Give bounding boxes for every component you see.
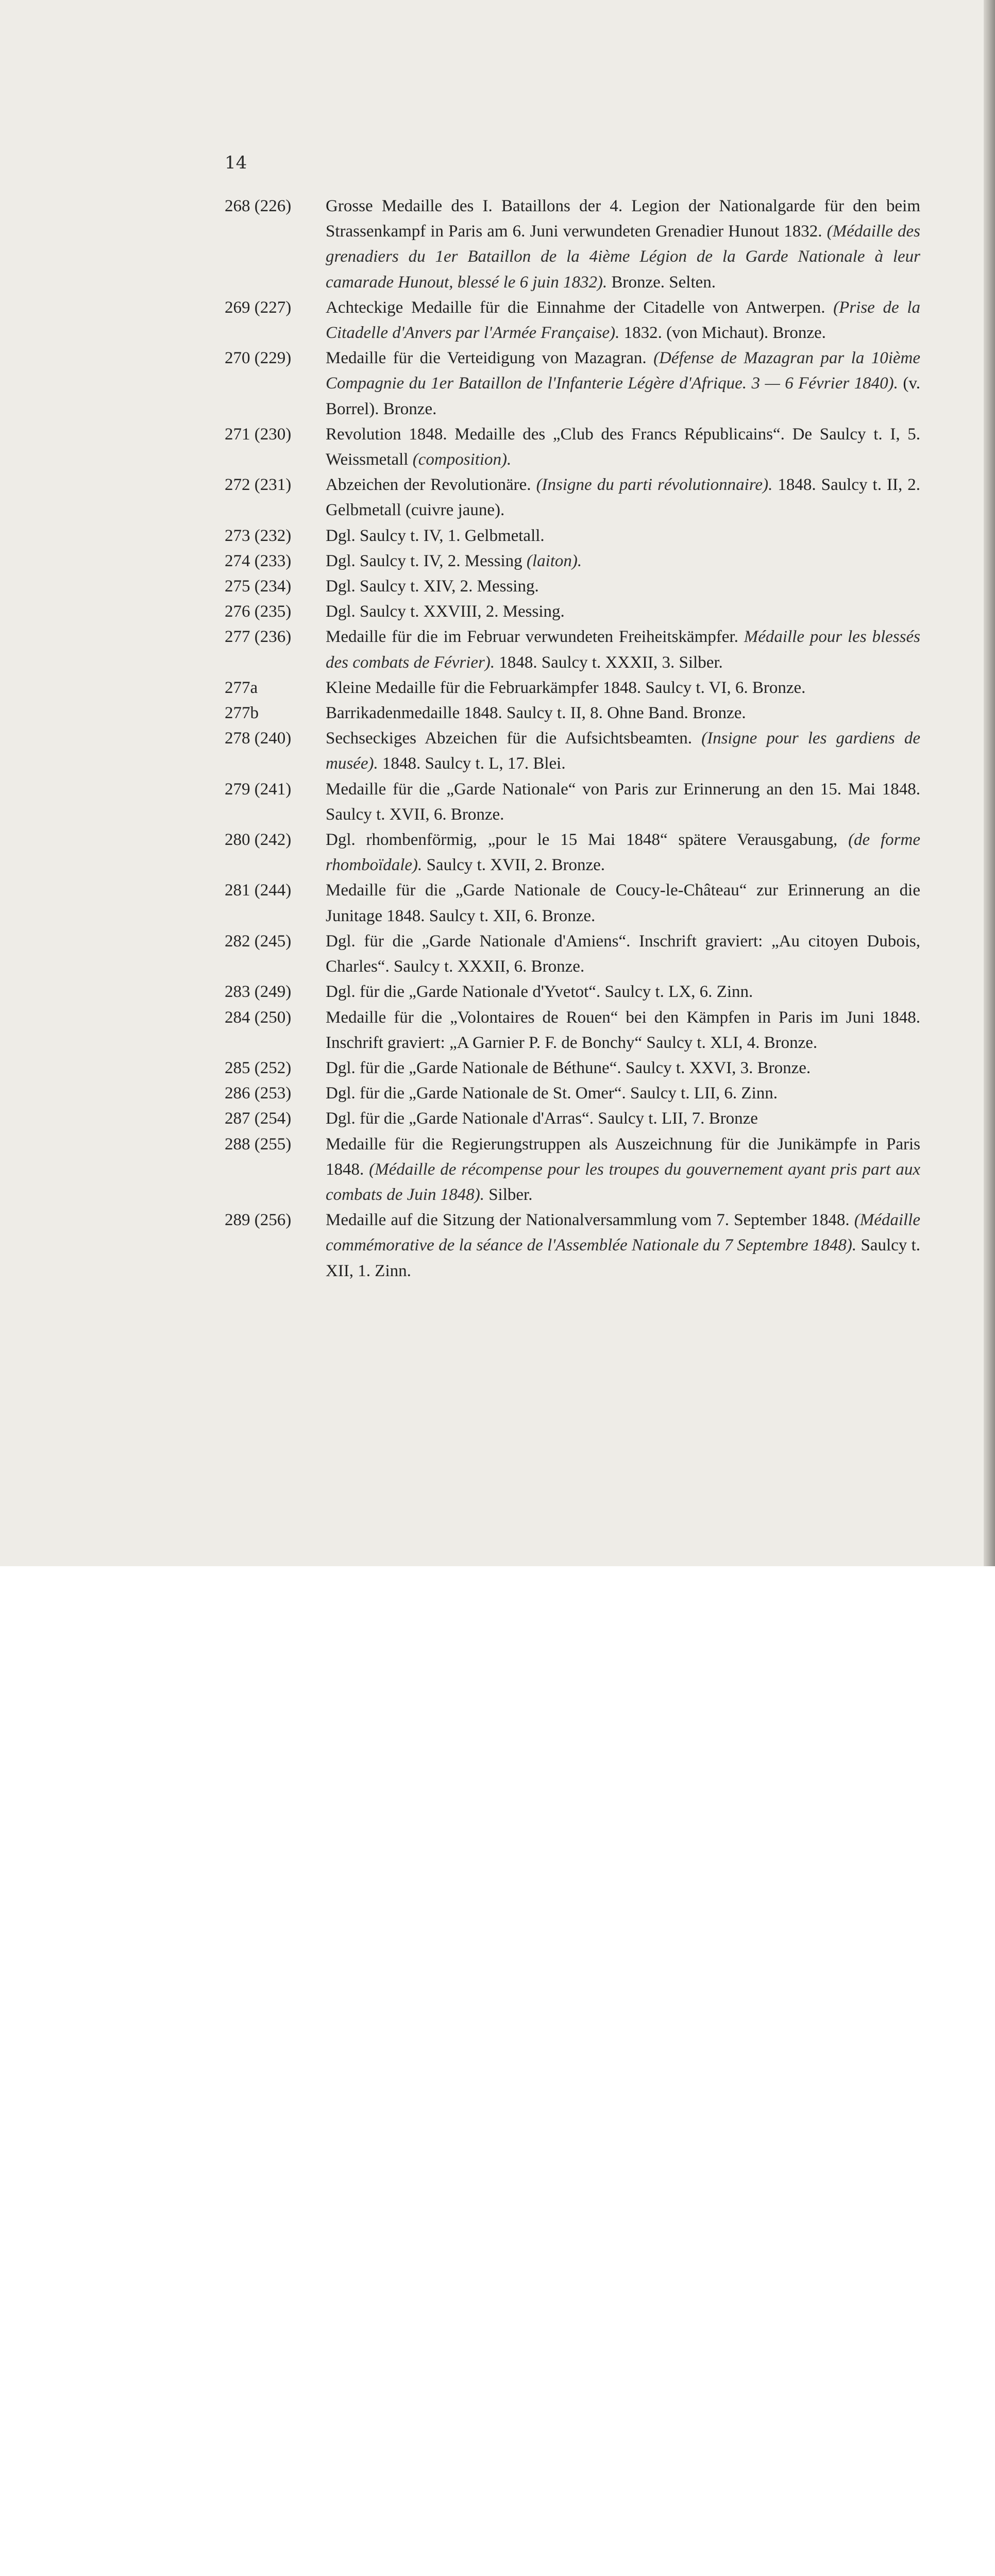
catalogue-entry — [225, 726, 920, 776]
entry-description — [326, 549, 920, 574]
entry-french-title: (laiton). — [526, 551, 582, 570]
entry-description — [326, 422, 920, 472]
catalogue-entry — [225, 599, 920, 624]
entry-description — [326, 675, 920, 701]
catalogue-entry — [225, 979, 920, 1005]
catalogue-entry — [225, 422, 920, 472]
entry-description — [326, 1132, 920, 1208]
entry-number: 278 (240) — [225, 729, 292, 748]
entry-text: Dgl. für die „Garde Nationale de Béthune“. Saulcy t. XXVI, 3. Bronze. — [326, 1058, 811, 1077]
entry-description — [326, 701, 920, 726]
entry-french-title: (de forme rhomboïdale). — [326, 831, 920, 875]
entry-description — [326, 1005, 920, 1056]
catalogue-entry — [225, 472, 920, 523]
entry-description — [326, 472, 920, 523]
entry-number: 277 (236) — [225, 628, 292, 647]
entry-details: Bronze. Selten. — [607, 273, 716, 292]
entry-details: 1832. (von Michaut). Bronze. — [619, 324, 826, 343]
entry-details: Saulcy t. XII, 1. Zinn. — [326, 1236, 921, 1280]
entry-number: 284 (250) — [225, 1008, 292, 1027]
entry-details: (v. Borrel). Bronze. — [326, 374, 920, 418]
entry-description — [326, 827, 920, 878]
entry-text: Medaille für die Regierungstruppen als Auszeichnung für die Junikämpfe in Paris 1848. — [326, 1134, 920, 1179]
entry-text: Revolution 1848. Medaille des „Club des Francs Républicains“. De Saulcy t. I, 5. Weissmetall — [326, 425, 920, 469]
entry-text: Dgl. Saulcy t. IV, 2. Messing — [326, 551, 527, 570]
entry-text: Medaille für die „Garde Nationale“ von Paris zur Erinnerung an den 15. Mai 1848. Saulcy t. XVII, 6. Bronze. — [326, 779, 920, 824]
book-spine-shadow — [984, 0, 995, 1566]
entry-details: 1848. Saulcy t. L, 17. Blei. — [378, 754, 566, 773]
entry-number: 273 (232) — [225, 526, 292, 545]
entry-number: 285 (252) — [225, 1058, 292, 1077]
entry-description — [326, 346, 920, 422]
catalogue-entry — [225, 1081, 920, 1106]
entry-french-title: (Médaille de récompense pour les troupes du gouvernement ayant pris part aux combats de Juin 1848). — [326, 1160, 920, 1204]
entry-description — [326, 1208, 920, 1284]
entry-description — [326, 726, 920, 776]
entry-number: 286 (253) — [225, 1084, 292, 1103]
entry-french-title: (Défense de Mazagran par la 10ième Compagnie du 1er Bataillon de l'Infanterie Légère d'Afrique. 3 — 6 Février 1840). — [326, 349, 920, 393]
entry-description — [326, 523, 920, 549]
entry-description — [326, 1106, 920, 1131]
catalogue-entry — [225, 929, 920, 979]
catalogue-entry — [225, 346, 920, 422]
entry-text: Dgl. für die „Garde Nationale d'Yvetot“. Saulcy t. LX, 6. Zinn. — [326, 982, 753, 1002]
entry-text: Dgl. für die „Garde Nationale de St. Omer“. Saulcy t. LII, 6. Zinn. — [326, 1084, 778, 1103]
entry-number: 289 (256) — [225, 1211, 292, 1230]
entry-description — [326, 777, 920, 827]
entry-description — [326, 574, 920, 599]
entry-description — [326, 1056, 920, 1081]
entry-french-title: (Insigne pour les gardiens de musée). — [326, 729, 920, 773]
catalogue-entry — [225, 701, 920, 726]
entry-number: 276 (235) — [225, 602, 292, 621]
entry-text: Abzeichen der Revolutionäre. — [326, 476, 536, 495]
entry-text: Medaille für die Verteidigung von Mazagran. — [326, 349, 654, 368]
entry-description — [326, 295, 920, 346]
entry-number: 274 (233) — [225, 551, 292, 570]
entry-number: 270 (229) — [225, 349, 292, 368]
entry-text: Medaille auf die Sitzung der Nationalversammlung vom 7. September 1848. — [326, 1211, 854, 1230]
catalogue-entry — [225, 1056, 920, 1081]
catalogue-entry — [225, 777, 920, 827]
entry-number: 268 (226) — [225, 197, 292, 215]
catalogue-entry — [225, 624, 920, 675]
entry-number: 281 (244) — [225, 881, 292, 900]
entry-number: 282 (245) — [225, 931, 292, 951]
entry-french-title: (Médaille des grenadiers du 1er Bataillon de la 4ième Légion de la Garde Nationale à leur camarade Hunout, blessé le 6 juin 1832). — [326, 222, 920, 292]
entry-french-title: (composition). — [412, 450, 512, 469]
catalogue-entry — [225, 1208, 920, 1284]
catalogue-entry — [225, 1132, 920, 1208]
entry-number: 287 (254) — [225, 1109, 292, 1128]
entry-number: 288 (255) — [225, 1134, 292, 1154]
entry-text: Barrikadenmedaille 1848. Saulcy t. II, 8. Ohne Band. Bronze. — [326, 704, 746, 723]
entry-text: Dgl. für die „Garde Nationale d'Amiens“. Inschrift graviert: „Au citoyen Dubois, Charles“. Saulcy t. XXXII, 6. Bronze. — [326, 931, 920, 976]
entry-text: Dgl. Saulcy t. XIV, 2. Messing. — [326, 577, 539, 596]
entry-description — [326, 979, 920, 1005]
entry-description — [326, 194, 920, 295]
entry-number: 271 (230) — [225, 425, 292, 444]
entry-details: Silber. — [484, 1185, 533, 1204]
entry-text: Achteckige Medaille für die Einnahme der Citadelle von Antwerpen. — [326, 298, 834, 317]
entry-number: 280 (242) — [225, 831, 292, 850]
catalogue-entry — [225, 523, 920, 549]
catalogue-entry — [225, 194, 920, 295]
entry-text: Kleine Medaille für die Februarkämpfer 1848. Saulcy t. VI, 6. Bronze. — [326, 678, 806, 697]
catalogue-entry — [225, 549, 920, 574]
catalogue-entries — [225, 194, 920, 1284]
entry-text: Dgl. Saulcy t. XXVIII, 2. Messing. — [326, 602, 565, 621]
entry-number: 272 (231) — [225, 476, 292, 495]
entry-french-title: (Prise de la Citadelle d'Anvers par l'Armée Française). — [326, 298, 920, 343]
entry-text: Dgl. rhombenförmig, „pour le 15 Mai 1848“ spätere Verausgabung, — [326, 831, 849, 850]
entry-text: Dgl. Saulcy t. IV, 1. Gelbmetall. — [326, 526, 545, 545]
entry-number: 275 (234) — [225, 577, 292, 596]
entry-text: Grosse Medaille des I. Bataillons der 4. Legion der Nationalgarde für den beim Strassenkampf in Paris am 6. Juni verwundeten Grenadier Hunout 1832. — [326, 197, 920, 241]
entry-french-title: (Médaille commémorative de la séance de l'Assemblée Nationale du 7 Septembre 1848). — [326, 1211, 920, 1255]
entry-description — [326, 1081, 920, 1106]
catalogue-entry — [225, 1106, 920, 1131]
entry-details: 1848. Saulcy t. II, 2. Gelbmetall (cuivre jaune). — [326, 476, 921, 520]
entry-text: Dgl. für die „Garde Nationale d'Arras“. Saulcy t. LII, 7. Bronze — [326, 1109, 758, 1128]
entry-text: Sechseckiges Abzeichen für die Aufsichtsbeamten. — [326, 729, 702, 748]
entry-description — [326, 878, 920, 928]
entry-number: 279 (241) — [225, 779, 292, 799]
entry-french-title: Médaille pour les blessés des combats de Février). — [326, 628, 920, 672]
catalogue-entry — [225, 675, 920, 701]
entry-details: Saulcy t. XVII, 2. Bronze. — [422, 856, 605, 875]
entry-number: 283 (249) — [225, 982, 292, 1002]
catalogue-entry — [225, 295, 920, 346]
entry-french-title: (Insigne du parti révolutionnaire). — [536, 476, 773, 495]
catalogue-entry — [225, 878, 920, 928]
page-number: 14 — [225, 152, 247, 173]
footer-bar — [0, 1566, 995, 1641]
entry-text: Medaille für die „Volontaires de Rouen“ bei den Kämpfen in Paris im Juni 1848. Inschrift graviert: „A Garnier P. F. de Bonchy“ Saulcy t. XLI, 4. Bronze. — [326, 1008, 920, 1052]
entry-details: 1848. Saulcy t. XXXII, 3. Silber. — [495, 653, 723, 672]
entry-text: Medaille für die „Garde Nationale de Coucy-le-Château“ zur Erinnerung an die Junitage 1848. Saulcy t. XII, 6. Bronze. — [326, 881, 920, 925]
entry-text: Medaille für die im Februar verwundeten Freiheitskämpfer. — [326, 628, 744, 647]
entry-description — [326, 624, 920, 675]
entry-description — [326, 929, 920, 979]
catalogue-entry — [225, 1005, 920, 1056]
entry-number: 277b — [225, 704, 259, 723]
entry-description — [326, 599, 920, 624]
entry-number: 277a — [225, 678, 258, 697]
catalogue-entry — [225, 827, 920, 878]
entry-number: 269 (227) — [225, 298, 292, 317]
catalogue-entry — [225, 574, 920, 599]
